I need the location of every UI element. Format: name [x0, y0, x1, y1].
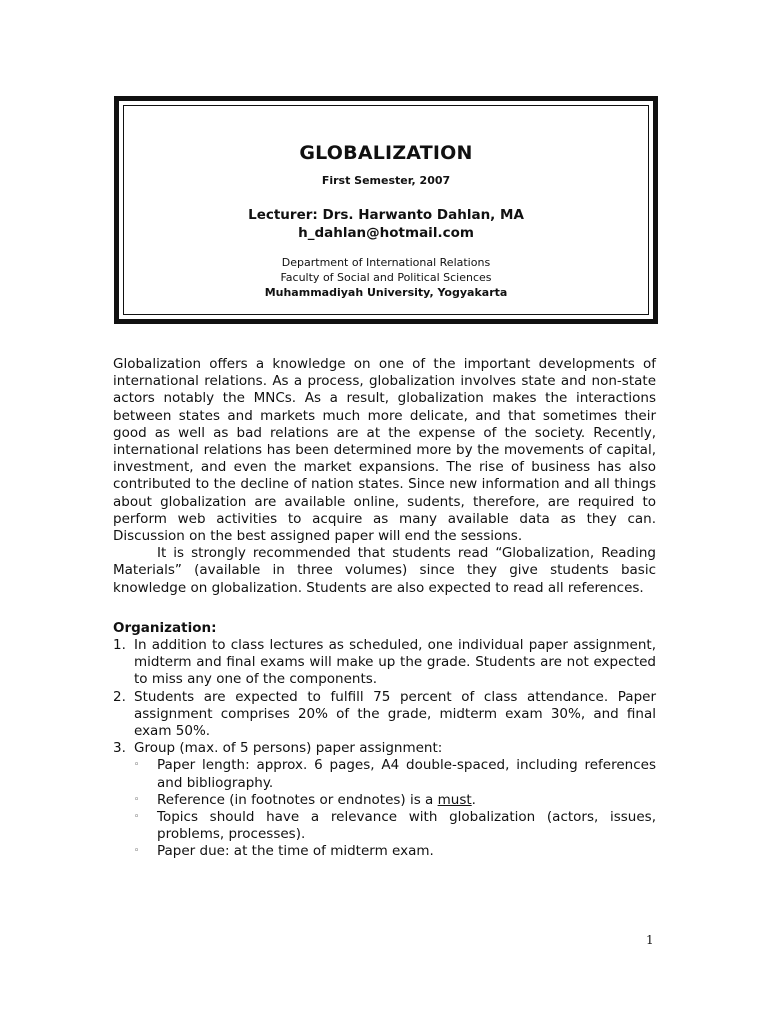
bullet-icon: ◦	[134, 846, 140, 857]
lecturer-email: h_dahlan@hotmail.com	[298, 225, 474, 241]
organization-heading: Organization:	[113, 620, 217, 636]
sub-list-item	[134, 792, 656, 809]
reading-recommendation-paragraph: It is strongly recommended that students read “Globalization, Reading Materials” (available in three volumes) since they give students basic knowledge on globalization. Students are also expected to read all references.	[113, 545, 656, 596]
sub-list-item	[134, 843, 656, 860]
emphasis-must: must	[437, 791, 472, 808]
list-item-number: 3.	[113, 740, 126, 757]
lecturer-name: Lecturer: Drs. Harwanto Dahlan, MA	[248, 207, 524, 223]
paper-requirements-list	[113, 757, 656, 860]
faculty-name: Faculty of Social and Political Sciences	[280, 271, 492, 284]
sub-list-item-text-before: Reference (in footnotes or endnotes) is a	[157, 791, 438, 808]
course-header-box	[114, 96, 658, 324]
sub-list-item-text: Paper due: at the time of midterm exam.	[157, 843, 434, 860]
department-name: Department of International Relations	[281, 256, 491, 269]
list-item	[113, 689, 656, 741]
list-item-text: In addition to class lectures as scheduled, one individual paper assignment, midterm and final exams will make up the grade. Students are not expected to miss any one of the components.	[134, 637, 656, 688]
intro-paragraph: Globalization offers a knowledge on one of the important developments of international relations. As a process, globalization involves state and non-state actors notably the MNCs. As a result, globalization makes the interactions between states and markets much more delicate, and that sometimes their good as well as bad relations are at the expense of the society. Recently, international relations has been determined more by the movements of capital, investment, and even the market expansions. The rise of business has also contributed to the decline of nation states. Since new information and all things about globalization are available online, sudents, therefore, are required to perform web activities to acquire as many available data as they can. Discussion on the best assigned paper will end the sessions.	[113, 356, 656, 545]
course-title: GLOBALIZATION	[299, 142, 473, 164]
sub-list-item-text: Topics should have a relevance with globalization (actors, issues, problems, processes).	[157, 809, 656, 843]
sub-list-item-text-after: .	[471, 791, 476, 808]
list-item-number: 2.	[113, 688, 126, 705]
list-item-number: 1.	[113, 637, 126, 653]
organization-list	[113, 637, 656, 861]
bullet-icon: ◦	[134, 760, 140, 771]
list-item	[113, 740, 656, 757]
bullet-icon: ◦	[134, 794, 140, 805]
sub-list-item	[134, 757, 656, 791]
university-name: Muhammadiyah University, Yogyakarta	[264, 286, 508, 299]
page-number: 1	[646, 933, 654, 947]
bullet-icon: ◦	[134, 812, 140, 823]
list-item-text: Group (max. of 5 persons) paper assignment:	[134, 740, 443, 757]
course-description	[113, 356, 656, 597]
sub-list-item-text: Paper length: approx. 6 pages, A4 double-spaced, including references and bibliography.	[157, 757, 656, 791]
list-item-text: Students are expected to fulfill 75 percent of class attendance. Paper assignment comprises 20% of the grade, midterm exam 30%, and final exam 50%.	[134, 688, 656, 740]
course-header-inner-frame	[123, 105, 649, 315]
list-item	[113, 637, 656, 689]
semester-label: First Semester, 2007	[321, 174, 451, 187]
sub-list-item	[134, 809, 656, 843]
